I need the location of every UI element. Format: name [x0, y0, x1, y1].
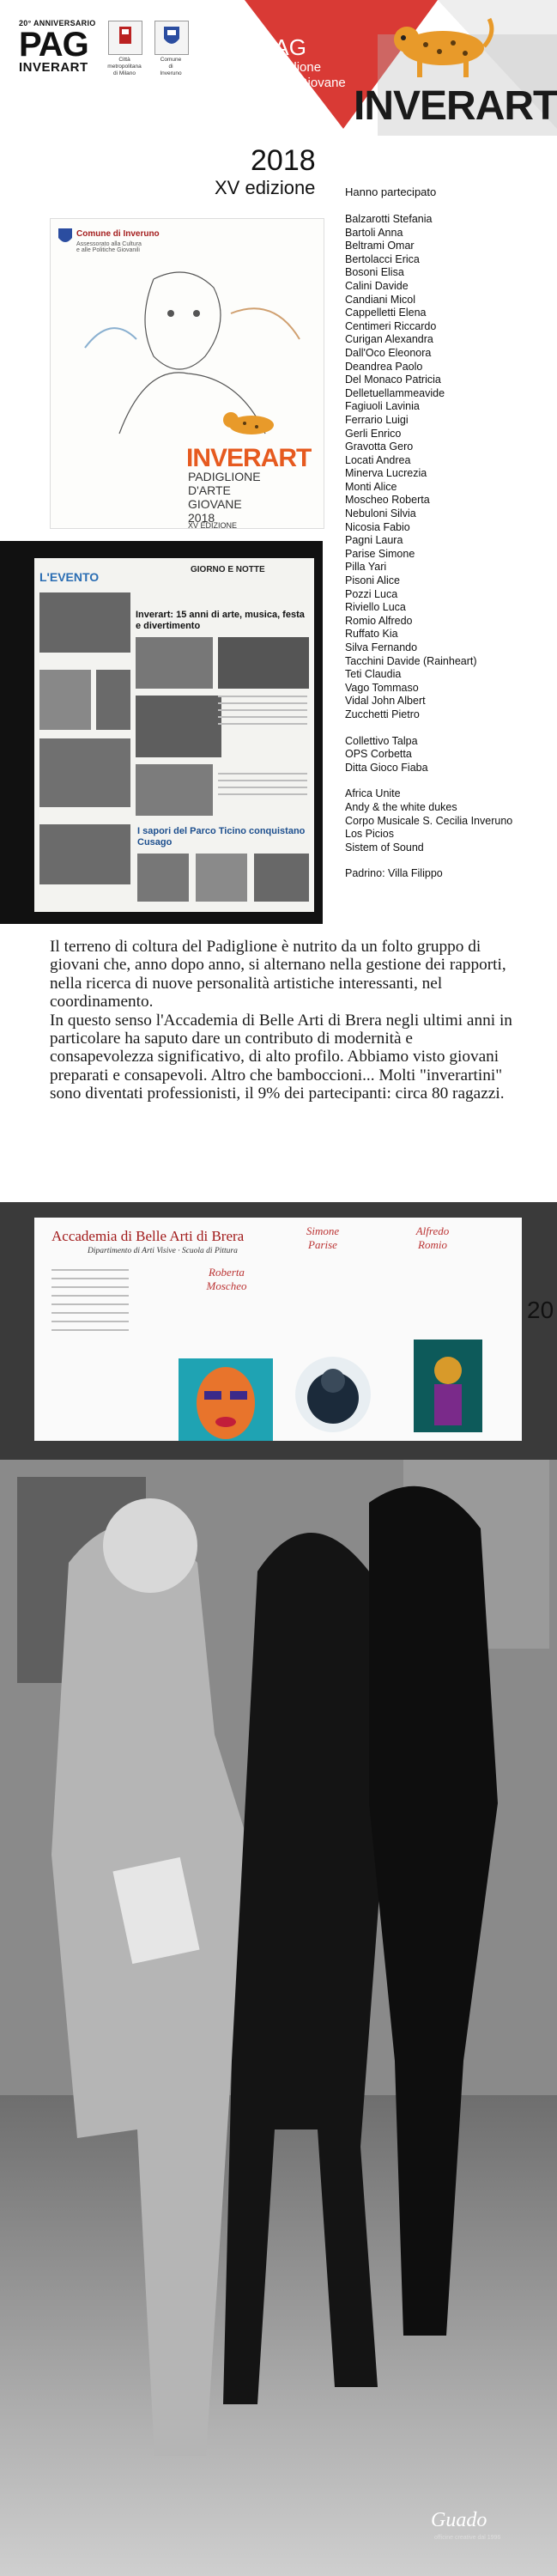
- brochure-text-line: [51, 1278, 129, 1279]
- artist-name: Deandrea Paolo: [345, 360, 423, 373]
- banner-pag: PAG: [261, 34, 306, 60]
- brochure-text-line: [51, 1269, 129, 1271]
- brochure-text-line: [51, 1295, 129, 1297]
- group-name: Ditta Gioco Fiaba: [345, 761, 428, 774]
- artist-name: Parise Simone: [345, 547, 415, 560]
- artwork-dark-portrait: [292, 1353, 374, 1436]
- news-text-line: [218, 773, 307, 775]
- news-photo: [39, 824, 130, 884]
- poster-inverart: INVERART: [186, 444, 312, 472]
- newspaper-clipping: [34, 558, 314, 912]
- news-text-line: [218, 702, 307, 704]
- artist-name: Nebuloni Silvia: [345, 507, 416, 520]
- comune-inveruno-logo: [154, 21, 189, 55]
- edge-number: 20: [527, 1297, 554, 1323]
- artist-name: Monti Alice: [345, 480, 397, 493]
- group-name: OPS Corbetta: [345, 748, 412, 761]
- comune-inveruno-caption: Comune di Inveruno: [160, 57, 182, 76]
- paragraph-part-1: Il terreno di coltura del Padiglione è nutrito da un folto gruppo di giovani che, anno dopo anno, si alternano nella gestione dei rapporti, nella ricerca di nuove personalità artistiche interessanti, nel coordinamento.: [50, 938, 506, 1012]
- music-act: Sistem of Sound: [345, 841, 424, 854]
- leopard-illustration-icon: [383, 7, 494, 84]
- artist-name: Locati Andrea: [345, 453, 411, 466]
- artist-name: Ruffato Kia: [345, 628, 398, 641]
- participants-title: Hanno partecipato: [345, 185, 437, 198]
- newspaper-section: L'EVENTO: [39, 570, 100, 584]
- participants-list: [345, 213, 512, 881]
- news-text-line: [218, 793, 307, 795]
- artist-name: Del Monaco Patricia: [345, 374, 441, 386]
- list-spacer: [345, 854, 512, 867]
- group-name: Collettivo Talpa: [345, 734, 418, 747]
- artist-parise: Simone Parise: [306, 1224, 340, 1251]
- artist-name: Dall'Oco Eleonora: [345, 346, 432, 359]
- artist-name: Minerva Lucrezia: [345, 467, 427, 480]
- news-photo: [136, 696, 221, 757]
- edition-label: XV edizione: [215, 177, 316, 198]
- brochure-subtitle: Dipartimento di Arti Visive · Scuola di Pittura: [88, 1247, 238, 1255]
- news-photo: [136, 637, 213, 689]
- brera-brochure: [34, 1218, 522, 1441]
- news-text-line: [218, 780, 307, 781]
- artist-name: Bertolacci Erica: [345, 252, 420, 265]
- news-photo: [137, 854, 189, 902]
- artist-name: Moscheo Roberta: [345, 494, 430, 507]
- banner-padiglione: Padiglione d'Arte Giovane: [261, 60, 346, 90]
- banner-inverart: INVERART: [354, 83, 557, 129]
- artist-name: Silva Fernando: [345, 641, 418, 653]
- list-spacer: [345, 722, 512, 735]
- artwork-figure-painting: [414, 1340, 482, 1432]
- artist-name: Pozzi Luca: [345, 587, 398, 600]
- artist-name: Delletuellammeavide: [345, 386, 445, 399]
- poster-comune: Comune di Inveruno: [76, 229, 160, 239]
- poster-padiglione-lines: PADIGLIONE D'ARTE GIOVANE 2018: [188, 470, 261, 525]
- artist-name: Tacchini Davide (Rainheart): [345, 654, 477, 667]
- shield-icon: [155, 21, 188, 54]
- news-photo: [218, 637, 309, 689]
- artist-name: Pisoni Alice: [345, 574, 400, 587]
- artist-name: Riviello Luca: [345, 601, 406, 614]
- artist-name: Nicosia Fabio: [345, 520, 410, 533]
- news-text-line: [218, 716, 307, 718]
- news-photo: [39, 670, 91, 730]
- news-text-line: [218, 723, 307, 725]
- artist-name: Candiani Micol: [345, 293, 415, 306]
- brochure-text-line: [51, 1286, 129, 1288]
- poster-edizione: XV EDIZIONE: [188, 521, 238, 529]
- artist-name: Curigan Alexandra: [345, 333, 433, 346]
- news-photo: [254, 854, 309, 902]
- header: [0, 0, 557, 137]
- artist-name: Fagiuoli Lavinia: [345, 400, 420, 413]
- artist-name: Gravotta Gero: [345, 440, 414, 453]
- news-photo: [39, 738, 130, 807]
- artwork-colorful-face: [179, 1358, 273, 1441]
- news-text-line: [218, 696, 307, 697]
- brochure-text-line: [51, 1303, 129, 1305]
- artist-name: Gerli Enrico: [345, 427, 402, 440]
- crest-icon: [109, 21, 142, 54]
- list-spacer: [345, 775, 512, 787]
- news-photo: [39, 592, 130, 653]
- news-photo: [136, 764, 213, 816]
- artist-name: Calini Davide: [345, 279, 409, 292]
- artist-romio: Alfredo Romio: [415, 1224, 450, 1251]
- citta-metropolitana-logo: [108, 21, 142, 55]
- artist-name: Beltrami Omar: [345, 240, 415, 252]
- artist-name: Bosoni Elisa: [345, 266, 404, 279]
- music-act: Los Picios: [345, 828, 394, 841]
- inverart-logo-text: INVERART: [19, 60, 88, 75]
- artist-name: Vago Tommaso: [345, 681, 419, 694]
- music-act: Africa Unite: [345, 787, 401, 800]
- artist-moscheo: Roberta Moscheo: [206, 1266, 247, 1292]
- pag-logo-text: PAG: [19, 26, 88, 64]
- citta-metropolitana-caption: Città metropolitana di Milano: [107, 57, 142, 76]
- brochure-title: Accademia di Belle Arti di Brera: [51, 1228, 245, 1244]
- padrino-line: Padrino: Villa Filippo: [345, 867, 443, 880]
- poster-leopard-icon: [219, 403, 279, 442]
- music-act: Andy & the white dukes: [345, 800, 457, 813]
- anniversary-label: 20° ANNIVERSARIO: [19, 19, 96, 27]
- news-text-line: [218, 787, 307, 788]
- news-photo: [196, 854, 247, 902]
- artist-name: Pagni Laura: [345, 534, 403, 547]
- artist-name: Balzarotti Stefania: [345, 213, 433, 225]
- artist-name: Teti Claudia: [345, 668, 402, 681]
- brochure-text-line: [51, 1312, 129, 1314]
- paragraph-part-2: In questo senso l'Accademia di Belle Arti di Brera negli ultimi anni in particolare ha saputo dare un contributo di modernità e consapevolezza significativo, di alto profilo. Abbiamo visto giovani preparati e consapevoli. Altro che bamboccioni... Molti "inverartini" sono diventati professionisti, il 9% dei partecipanti: circa 80 ragazzi.: [50, 1011, 512, 1103]
- artist-name: Cappelletti Elena: [345, 307, 427, 319]
- artist-name: Bartoli Anna: [345, 226, 403, 239]
- poster-sketch-illustration: [68, 262, 317, 442]
- newspaper-headline: Inverart: 15 anni di arte, musica, festa e divertimento: [136, 610, 305, 631]
- brochure-text-line: [51, 1321, 129, 1322]
- artist-name: Zucchetti Pietro: [345, 708, 420, 720]
- guado-logo: Guado: [431, 2509, 487, 2531]
- artist-name: Pilla Yari: [345, 561, 387, 574]
- artist-name: Centimeri Riccardo: [345, 319, 437, 332]
- artist-name: Ferrario Luigi: [345, 413, 409, 426]
- intro-paragraph: [50, 938, 513, 1103]
- poster-comune-sub: Assessorato alla Cultura e alle Politiche Giovanili: [76, 241, 142, 253]
- news-text-line: [218, 709, 307, 711]
- comune-crest-icon: [58, 228, 73, 246]
- event-poster: [50, 218, 324, 529]
- artist-name: Vidal John Albert: [345, 695, 426, 708]
- edition-year: 2018: [251, 144, 316, 177]
- guado-tagline: officine creative dal 1996: [434, 2535, 501, 2541]
- newspaper-bottom-headline: I sapori del Parco Ticino conquistano Cusago: [137, 826, 306, 848]
- newspaper-masthead: GIORNO E NOTTE: [191, 565, 265, 574]
- brochure-text-line: [51, 1329, 129, 1331]
- artist-name: Romio Alfredo: [345, 614, 413, 627]
- news-photo: [96, 670, 130, 730]
- music-act: Corpo Musicale S. Cecilia Inveruno: [345, 814, 513, 827]
